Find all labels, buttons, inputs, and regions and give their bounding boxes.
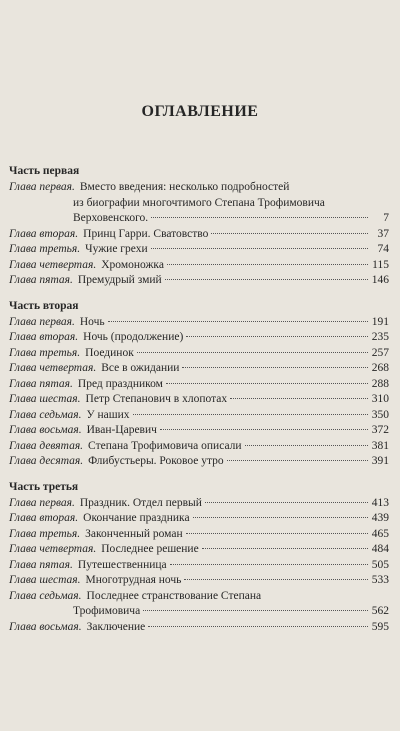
- page-number: 562: [371, 605, 389, 617]
- chapter-label: Глава десятая.: [9, 455, 84, 467]
- toc-entry-line: [9, 511, 389, 527]
- toc-entry-line: [9, 620, 389, 636]
- page-number: 439: [371, 512, 389, 524]
- toc-entry-text: [9, 496, 202, 512]
- toc-entry-line: [9, 604, 389, 620]
- toc-entry-text: [9, 558, 167, 574]
- dot-leader: [165, 279, 368, 280]
- chapter-title: У наших: [86, 408, 130, 421]
- page-number: 350: [371, 408, 389, 421]
- toc-entry-text: [9, 392, 227, 408]
- toc-entry[interactable]: [9, 242, 389, 258]
- toc-entry-text: [73, 211, 148, 227]
- chapter-title: Чужие грехи: [85, 243, 148, 255]
- toc-entry[interactable]: [9, 496, 389, 512]
- dot-leader: [151, 217, 368, 218]
- dot-leader: [167, 264, 368, 265]
- toc-entry-line: [9, 542, 389, 558]
- toc-entry-line: [9, 589, 389, 605]
- toc-entry-line: [9, 273, 389, 289]
- toc-entry-line: [9, 361, 389, 377]
- toc-entry[interactable]: [9, 273, 389, 289]
- toc-entry[interactable]: [9, 227, 389, 243]
- toc-entry[interactable]: [9, 180, 389, 227]
- toc-entry-line: [9, 573, 389, 589]
- toc-entry-line: [9, 408, 389, 424]
- chapter-title: Трофимовича: [73, 605, 141, 617]
- page-number: 310: [371, 393, 389, 405]
- chapter-label: Глава четвертая.: [9, 543, 97, 555]
- page-number: 235: [371, 331, 389, 343]
- part-spacer: [9, 470, 389, 479]
- chapter-label: Глава третья.: [9, 243, 81, 255]
- chapter-title: Последнее решение: [101, 543, 199, 555]
- toc-entry-text: [9, 511, 190, 527]
- page-number: 595: [371, 620, 389, 633]
- part-heading: Часть первая: [9, 165, 80, 177]
- part-spacer: [9, 289, 389, 298]
- toc-entry-line: [9, 454, 389, 470]
- toc-entry-line: [9, 527, 389, 543]
- dot-leader: [205, 502, 368, 503]
- toc-entry-line: [9, 558, 389, 574]
- dot-leader: [186, 336, 368, 337]
- toc-entry-line: [9, 180, 389, 196]
- dot-leader: [227, 460, 368, 461]
- page-number: 391: [371, 455, 389, 467]
- chapter-label: Глава шестая.: [9, 574, 81, 586]
- toc-entry-text: [9, 589, 261, 605]
- toc-entry-line: [9, 439, 389, 455]
- toc-entry-line: [9, 377, 389, 393]
- toc-entry-line: [9, 227, 389, 243]
- toc-entry[interactable]: [9, 573, 389, 589]
- toc-entry-text: [73, 604, 140, 620]
- dot-leader: [230, 398, 368, 399]
- toc-entry-line: [9, 211, 389, 227]
- toc-entry-text: [73, 196, 325, 212]
- toc-entry-text: [9, 346, 134, 362]
- chapter-title: Пред праздником: [77, 377, 163, 390]
- chapter-label: Глава четвертая.: [9, 362, 97, 374]
- chapter-label: Глава девятая.: [9, 439, 84, 452]
- chapter-title: из биографии многочтимого Степана Трофимовича: [73, 196, 325, 209]
- chapter-title: Заключение: [86, 620, 146, 633]
- page-number: 74: [377, 243, 389, 255]
- chapter-label: Глава четвертая.: [9, 258, 97, 271]
- chapter-label: Глава пятая.: [9, 274, 73, 286]
- toc-entry-text: [9, 273, 162, 289]
- toc-entry[interactable]: [9, 454, 389, 470]
- dot-leader: [137, 352, 368, 353]
- toc-entry[interactable]: [9, 620, 389, 636]
- chapter-label: Глава восьмая.: [9, 620, 82, 633]
- chapter-title: Законченный роман: [85, 527, 183, 540]
- toc-entry[interactable]: [9, 511, 389, 527]
- chapter-label: Глава третья.: [9, 527, 81, 540]
- toc-entry[interactable]: [9, 377, 389, 393]
- page-number: 288: [371, 377, 389, 390]
- chapter-label: Глава седьмая.: [9, 589, 82, 602]
- toc-entry[interactable]: [9, 330, 389, 346]
- dot-leader: [211, 233, 368, 234]
- chapter-title: Степана Трофимовича описали: [88, 439, 242, 452]
- chapter-title: Все в ожидании: [101, 362, 180, 374]
- toc-entry-text: [9, 439, 242, 455]
- toc-entry-text: [9, 527, 183, 543]
- dot-leader: [108, 321, 368, 322]
- dot-leader: [245, 445, 368, 446]
- toc-entry[interactable]: [9, 392, 389, 408]
- toc-entry-text: [9, 258, 164, 274]
- toc-entry-text: [9, 227, 208, 243]
- toc-entry-line: [9, 258, 389, 274]
- page-number: 465: [371, 527, 389, 540]
- page-number: 533: [371, 574, 389, 586]
- toc-entry-text: [9, 361, 179, 377]
- page-number: 268: [371, 362, 389, 374]
- toc-entry-line: [9, 330, 389, 346]
- dot-leader: [151, 248, 368, 249]
- chapter-label: Глава первая.: [9, 315, 75, 328]
- chapter-label: Глава третья.: [9, 346, 81, 359]
- toc-entry-text: [9, 180, 289, 196]
- chapter-label: Глава пятая.: [9, 377, 73, 390]
- toc-entry[interactable]: [9, 423, 389, 439]
- toc-entry-line: [9, 315, 389, 331]
- dot-leader: [202, 548, 368, 549]
- chapter-title: Праздник. Отдел первый: [79, 496, 202, 509]
- part-heading: Часть третья: [9, 480, 79, 493]
- page-number: 191: [371, 315, 389, 328]
- chapter-label: Глава первая.: [9, 181, 75, 193]
- toc-entry-line: [9, 242, 389, 258]
- chapter-label: Глава вторая.: [9, 331, 79, 343]
- toc-entry[interactable]: [9, 542, 389, 558]
- chapter-title: Принц Гарри. Сватовство: [83, 227, 209, 240]
- page-number: 372: [371, 424, 389, 436]
- dot-leader: [193, 517, 368, 518]
- chapter-title: Верховенского.: [73, 212, 149, 224]
- toc-entry[interactable]: [9, 361, 389, 377]
- toc-entry-line: [9, 196, 389, 212]
- chapter-title: Премудрый змий: [77, 274, 162, 286]
- part-heading: Часть вторая: [9, 299, 79, 312]
- chapter-label: Глава первая.: [9, 496, 75, 509]
- chapter-title: Путешественница: [77, 558, 167, 571]
- chapter-title: Вместо введения: несколько подробностей: [79, 181, 290, 193]
- chapter-label: Глава пятая.: [9, 558, 73, 571]
- toc-entry[interactable]: [9, 315, 389, 331]
- page-number: 505: [371, 558, 389, 571]
- chapter-title: Хромоножка: [101, 258, 164, 271]
- chapter-title: Ночь (продолжение): [83, 331, 184, 343]
- dot-leader: [184, 579, 368, 580]
- chapter-label: Глава восьмая.: [9, 424, 82, 436]
- toc-entry-text: [9, 408, 130, 424]
- toc-entry-text: [9, 423, 157, 439]
- chapter-title: Ночь: [79, 315, 105, 328]
- toc-entry-text: [9, 542, 199, 558]
- toc-entry[interactable]: [9, 558, 389, 574]
- chapter-title: Флибустьеры. Роковое утро: [88, 455, 224, 467]
- dot-leader: [166, 383, 368, 384]
- toc-entry-line: [9, 392, 389, 408]
- toc-entry[interactable]: [9, 408, 389, 424]
- page-number: 484: [371, 543, 389, 555]
- toc-entry[interactable]: [9, 346, 389, 362]
- dot-leader: [148, 626, 368, 627]
- dot-leader: [160, 429, 368, 430]
- dot-leader: [143, 610, 368, 611]
- page-number: 37: [377, 227, 389, 240]
- chapter-title: Окончание праздника: [83, 512, 190, 524]
- chapter-label: Глава вторая.: [9, 227, 79, 240]
- chapter-title: Последнее странствование Степана: [86, 589, 262, 602]
- chapter-label: Глава седьмая.: [9, 408, 82, 421]
- page-title: ОГЛАВЛЕНИЕ: [141, 103, 259, 120]
- toc-entry-text: [9, 454, 224, 470]
- chapter-label: Глава вторая.: [9, 512, 79, 524]
- page-number: 413: [371, 496, 389, 509]
- chapter-title: Петр Степанович в хлопотах: [85, 393, 228, 405]
- toc-entry-text: [9, 330, 183, 346]
- page-number: 381: [371, 439, 389, 452]
- page-number: 146: [371, 274, 389, 286]
- toc-entry-text: [9, 377, 163, 393]
- toc-entry-text: [9, 242, 148, 258]
- toc-entry[interactable]: [9, 527, 389, 543]
- dot-leader: [182, 367, 368, 368]
- dot-leader: [186, 533, 368, 534]
- chapter-title: Многотрудная ночь: [85, 574, 182, 586]
- toc-entry-line: [9, 423, 389, 439]
- dot-leader: [133, 414, 368, 415]
- page-number: 115: [372, 258, 389, 271]
- toc-entry-text: [9, 573, 181, 589]
- page-number: 7: [383, 212, 389, 224]
- toc-entry-line: [9, 346, 389, 362]
- toc-entry[interactable]: [9, 589, 389, 620]
- chapter-title: Поединок: [85, 346, 134, 359]
- chapter-title: Иван-Царевич: [86, 424, 157, 436]
- toc-entry-text: [9, 620, 145, 636]
- dot-leader: [170, 564, 368, 565]
- toc-entry[interactable]: [9, 439, 389, 455]
- chapter-label: Глава шестая.: [9, 393, 81, 405]
- toc-entry[interactable]: [9, 258, 389, 274]
- page-number: 257: [371, 346, 389, 359]
- toc-entry-text: [9, 315, 105, 331]
- table-of-contents: [9, 163, 389, 635]
- toc-entry-line: [9, 496, 389, 512]
